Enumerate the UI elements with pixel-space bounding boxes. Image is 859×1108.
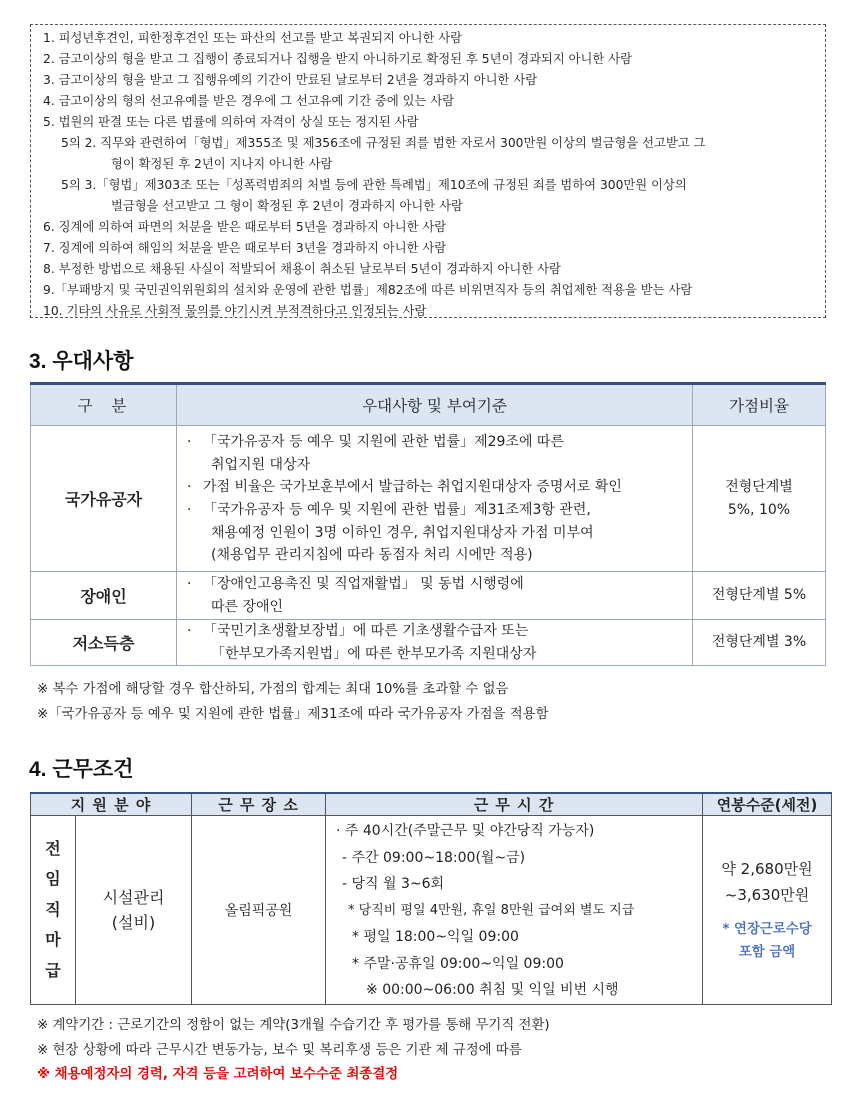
- disq-item-6: 6. 징계에 의하여 파면의 처분을 받은 때로부터 5년을 경과하지 아니한 사람: [43, 220, 447, 234]
- hours-line: * 평일 18:00~익일 09:00: [352, 929, 519, 945]
- section-3-note-1: ※ 복수 가점에 해당할 경우 합산하되, 가점의 합계는 최대 10%를 초과할 수 없음: [37, 682, 509, 697]
- type-char: 마: [45, 930, 61, 949]
- job-field-line: (설비): [111, 912, 156, 932]
- type-char: 전: [45, 838, 61, 858]
- salary: [703, 816, 832, 1005]
- table-row: [31, 572, 826, 620]
- salary-line: ~3,630만원: [724, 885, 810, 904]
- category-veterans: 국가유공자: [31, 426, 177, 572]
- header-category: 구 분: [31, 384, 177, 426]
- disq-item-2: 2. 금고이상의 형을 받고 그 집행이 종료되거나 집행을 받지 아니하기로 확정된 후 5년이 경과되지 아니한 사람: [43, 52, 632, 66]
- header-rate: 가점비율: [693, 384, 826, 426]
- list-item: [185, 476, 692, 499]
- bullet-text: 「한부모가족지원법」에 따른 한부모가족 지원대상자: [211, 645, 537, 662]
- rate-veterans: [693, 426, 826, 572]
- hours-line: · 주 40시간(주말근무 및 야간당직 가능자): [336, 823, 595, 839]
- list-item: [185, 499, 692, 567]
- disqualification-box: [30, 24, 826, 318]
- header-field: 지 원 분 야: [31, 793, 192, 816]
- category-disabled: 장애인: [31, 572, 177, 620]
- section-3-title: 3. 우대사항: [29, 350, 134, 373]
- salary-note-line: * 연장근로수당: [722, 921, 812, 937]
- disq-item-5-2: 5의 2. 직무와 관련하여「형법」제355조 및 제356조에 규정된 죄를 범한 자로서 300만원 이상의 벌금형을 선고받고 그: [61, 136, 706, 150]
- section-4-note-2: ※ 현장 상황에 따라 근무시간 변동가능, 보수 및 복리후생 등은 기관 제 규정에 따름: [37, 1043, 522, 1058]
- work-place: 올림픽공원: [192, 816, 326, 1005]
- section-4-title: 4. 근무조건: [29, 758, 134, 781]
- bullet-text: (채용업무 관리지침에 따라 동점자 처리 시에만 적용): [211, 547, 533, 564]
- table-row: [31, 620, 826, 666]
- job-field-line: 시설관리: [102, 887, 165, 907]
- hours-line: * 당직비 평일 4만원, 휴일 8만원 급여외 별도 지급: [348, 902, 635, 918]
- bullet-text: 채용예정 인원이 3명 이하인 경우, 취업지원대상자 가점 미부여: [211, 524, 594, 541]
- table-row: [31, 816, 832, 1005]
- list-item: [185, 620, 692, 665]
- list-item: [185, 573, 692, 618]
- table-header-row: [31, 384, 826, 426]
- header-place: 근 무 장 소: [192, 793, 326, 816]
- list-item: [185, 431, 692, 476]
- disq-item-1: 1. 피성년후견인, 피한정후견인 또는 파산의 선고를 받고 복권되지 아니한 사람: [43, 31, 463, 45]
- type-char: 급: [45, 960, 61, 980]
- work-hours: [326, 816, 703, 1005]
- table-row: [31, 426, 826, 572]
- disq-item-5-2-cont: 형이 확정된 후 2년이 지나지 아니한 사람: [111, 157, 333, 171]
- criteria-veterans: [177, 426, 693, 572]
- disq-item-10: 10. 기타의 사유로 사회적 물의를 야기시켜 부적격하다고 인정되는 사람: [43, 304, 427, 318]
- salary-note-line: 포함 금액: [738, 944, 796, 960]
- bullet-text: · 「국민기초생활보장법」에 따른 기초생활수급자 또는: [203, 623, 529, 639]
- bullet-text: · 가점 비율은 국가보훈부에서 발급하는 취업지원대상자 증명서로 확인: [203, 479, 622, 496]
- hours-line: * 주말·공휴일 09:00~익일 09:00: [352, 955, 564, 972]
- hours-line: - 당직 월 3~6회: [342, 876, 445, 892]
- header-hours: 근 무 시 간: [326, 793, 703, 816]
- bullet-text: · 「국가유공자 등 예우 및 지원에 관한 법률」제31조제3항 관련,: [203, 502, 591, 518]
- disq-item-7: 7. 징계에 의하여 해임의 처분을 받은 때로부터 3년을 경과하지 아니한 사람: [43, 241, 447, 255]
- bullet-text: 따른 장애인: [211, 598, 284, 615]
- disq-item-5-3-cont: 벌금형을 선고받고 그 형이 확정된 후 2년이 경과하지 아니한 사람: [111, 199, 463, 213]
- rate-low-income: 전형단계별 3%: [693, 620, 826, 666]
- disq-item-5-3: 5의 3.「형법」제303조 또는「성폭력범죄의 처벌 등에 관한 특례법」제10조에 규정된 죄를 범하여 300만원 이상의: [61, 178, 687, 192]
- work-conditions-table: [30, 792, 832, 1005]
- disq-item-4: 4. 금고이상의 형의 선고유예를 받은 경우에 그 선고유예 기간 중에 있는 사람: [43, 94, 455, 108]
- criteria-low-income: [177, 620, 693, 666]
- section-3-note-2: ※「국가유공자 등 예우 및 지원에 관한 법률」제31조에 따라 국가유공자 가점을 적용함: [37, 707, 549, 722]
- hours-line: - 주간 09:00~18:00(월~금): [342, 849, 526, 866]
- bullet-text: · 「국가유공자 등 예우 및 지원에 관한 법률」제29조에 따른: [203, 434, 564, 451]
- type-char: 직: [45, 899, 61, 919]
- rate-disabled: 전형단계별 5%: [693, 572, 826, 620]
- header-criteria: 우대사항 및 부여기준: [177, 384, 693, 426]
- table-header-row: [31, 793, 832, 816]
- type-char: 임: [45, 869, 61, 888]
- disq-item-3: 3. 금고이상의 형을 받고 그 집행유예의 기간이 만료된 날로부터 2년을 경과하지 아니한 사람: [43, 73, 538, 87]
- bullet-text: · 「장애인고용촉진 및 직업재활법」 및 동법 시행령에: [203, 575, 524, 592]
- job-field: [76, 816, 192, 1005]
- bullet-text: 취업지원 대상자: [211, 456, 311, 473]
- disq-item-9: 9.「부패방지 및 국민권익위원회의 설치와 운영에 관한 법률」제82조에 따른 비위면직자 등의 취업제한 적용을 받는 사람: [43, 283, 693, 297]
- rate-line: 5%, 10%: [727, 501, 791, 518]
- employment-type: [31, 816, 76, 1005]
- disq-item-8: 8. 부정한 방법으로 채용된 사실이 적발되어 채용이 취소된 날로부터 5년이 경과하지 아니한 사람: [43, 262, 561, 276]
- rate-line: 전형단계별: [725, 478, 793, 495]
- header-salary: 연봉수준(세전): [703, 793, 832, 816]
- category-low-income: 저소득층: [31, 620, 177, 666]
- criteria-disabled: [177, 572, 693, 620]
- hours-line: ※ 00:00~06:00 취침 및 익일 비번 시행: [366, 982, 619, 998]
- preference-table: [30, 382, 826, 666]
- disq-item-5: 5. 법원의 판결 또는 다른 법률에 의하여 자격이 상실 또는 정지된 사람: [43, 115, 419, 129]
- salary-line: 약 2,680만원: [721, 859, 813, 878]
- section-4-note-1: ※ 계약기간 : 근로기간의 정함이 없는 계약(3개월 수습기간 후 평가를 통해 무기직 전환): [37, 1018, 550, 1033]
- section-4-red-note: ※ 채용예정자의 경력, 자격 등을 고려하여 보수수준 최종결정: [37, 1067, 399, 1082]
